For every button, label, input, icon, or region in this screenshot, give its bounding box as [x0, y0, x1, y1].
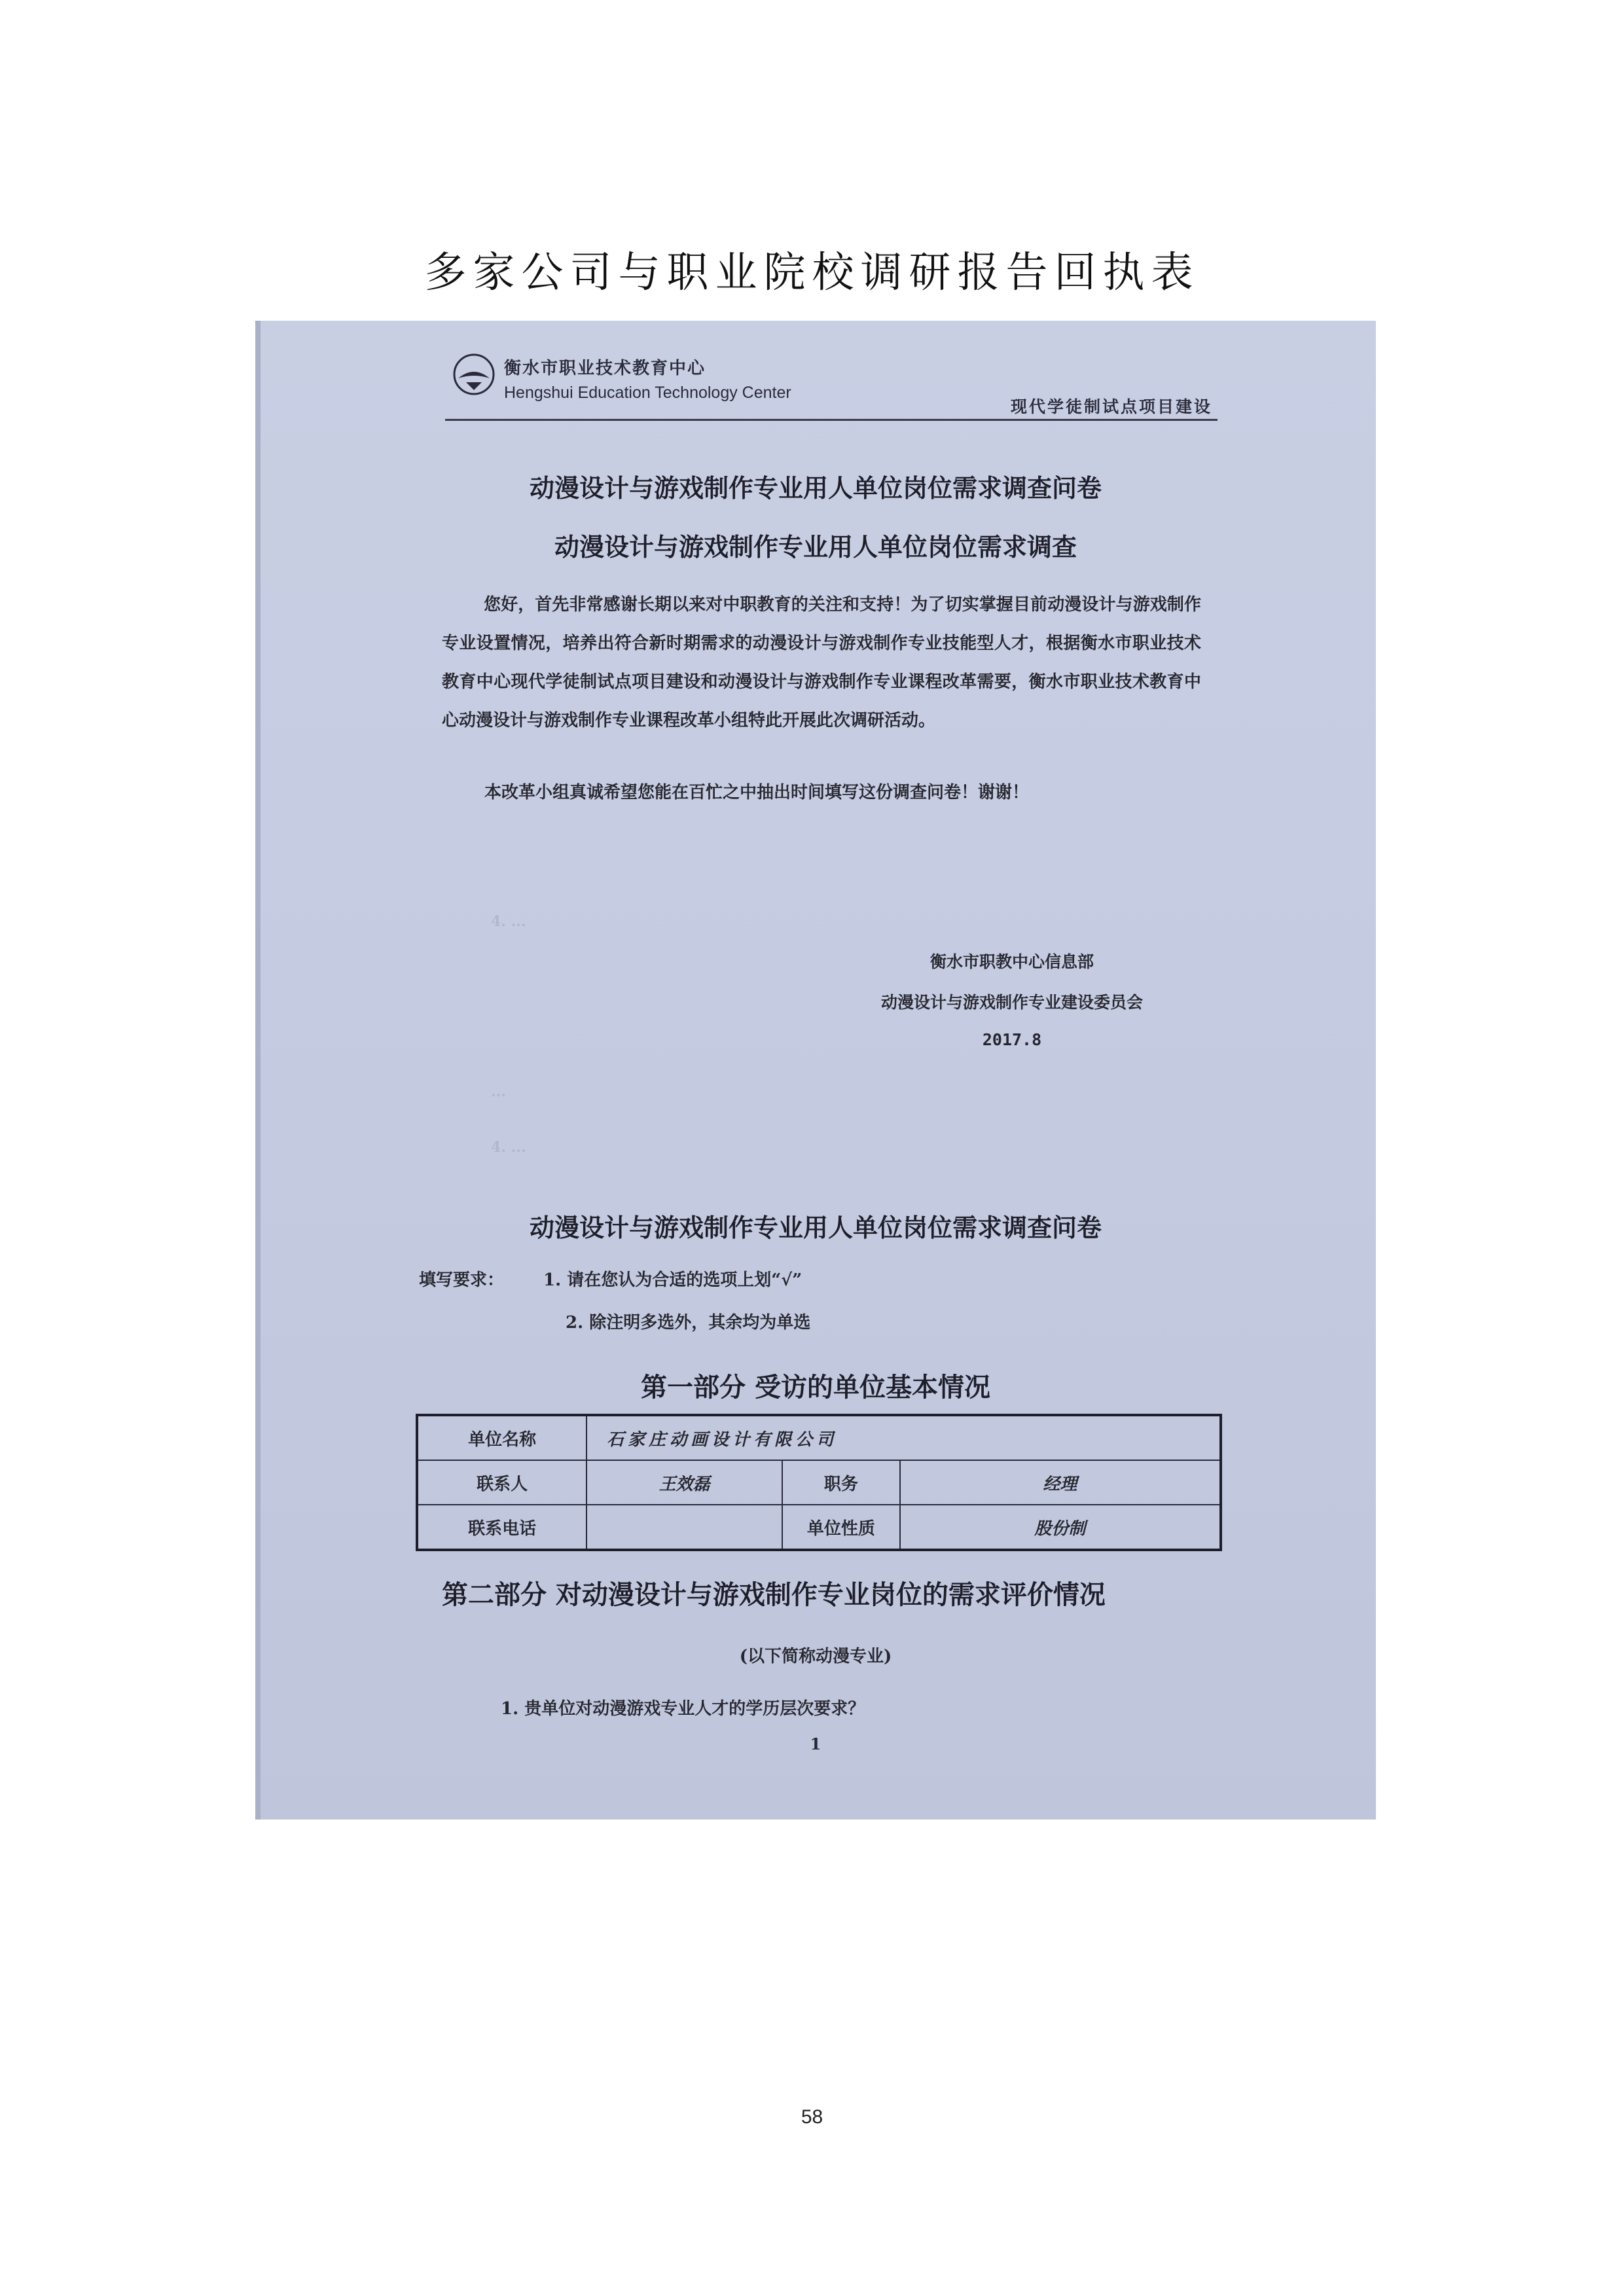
phone-label: 联系电话 [417, 1505, 586, 1550]
scan-page-number: 1 [810, 1734, 821, 1753]
contact-value[interactable]: 王效磊 [586, 1460, 782, 1505]
header-project: 现代学徒制试点项目建设 [1010, 397, 1212, 416]
center-logo-icon [452, 352, 496, 397]
page-heading: 多家公司与职业院校调研报告回执表 [424, 249, 1200, 297]
header-rule [445, 419, 1218, 421]
header-org-cn: 衡水市职业技术教育中心 [504, 359, 706, 378]
question-1: 1. 贵单位对动漫游戏专业人才的学历层次要求？ [501, 1699, 865, 1719]
unit-name-label: 单位名称 [417, 1415, 586, 1460]
position-label: 职务 [782, 1460, 899, 1505]
table-row [417, 1460, 1221, 1505]
questionnaire-title: 动漫设计与游戏制作专业用人单位岗位需求调查问卷 [529, 474, 1102, 503]
scanned-questionnaire-photo [255, 321, 1376, 1820]
fill-requirement-1: 1. 请在您认为合适的选项上划“√” [543, 1270, 803, 1290]
unit-info-table [416, 1414, 1222, 1551]
hope-line: 本改革小组真诚希望您能在百忙之中抽出时间填写这份调查问卷！谢谢！ [484, 783, 1030, 802]
fill-requirement-label: 填写要求： [419, 1270, 505, 1290]
bleed-through-text: 4. ... [491, 913, 526, 930]
table-row [417, 1505, 1221, 1550]
signature-committee: 动漫设计与游戏制作专业建设委员会 [880, 993, 1143, 1012]
bleed-through-text: 4. ... [491, 1139, 526, 1156]
nature-label: 单位性质 [782, 1505, 899, 1550]
header-org-en: Hengshui Education Technology Center [504, 384, 791, 402]
intro-paragraph: 您好，首先非常感谢长期以来对中职教育的关注和支持！为了切实掌握目前动漫设计与游戏制作专业设置情况，培养出符合新时期需求的动漫设计与游戏制作专业技能型人才，根据衡水市职业技术教育中心现代学徒制试点项目建设和动漫设计与游戏制作专业课程改革需要，衡水市职业技术教育中心动漫设计与游戏制作专业课程改革小组特此开展此次调研活动。 [442, 595, 1201, 730]
signature-dept: 衡水市职教中心信息部 [929, 952, 1094, 971]
survey-subtitle: 动漫设计与游戏制作专业用人单位岗位需求调查 [554, 533, 1077, 562]
fill-requirement-2: 2. 除注明多选外，其余均为单选 [566, 1313, 811, 1333]
page-number: 58 [801, 2106, 823, 2128]
bleed-through-text: ... [491, 1083, 506, 1100]
position-value[interactable]: 经理 [900, 1460, 1221, 1505]
part2-note: (以下简称动漫专业) [739, 1647, 892, 1666]
part1-title: 第一部分 受访的单位基本情况 [641, 1372, 990, 1403]
unit-name-value[interactable]: 石家庄动画设计有限公司 [586, 1415, 1221, 1460]
phone-value[interactable] [586, 1505, 782, 1550]
nature-value[interactable]: 股份制 [900, 1505, 1221, 1550]
contact-label: 联系人 [417, 1460, 586, 1505]
table-row [417, 1415, 1221, 1460]
part2-title: 第二部分 对动漫设计与游戏制作专业岗位的需求评价情况 [442, 1580, 1106, 1610]
questionnaire-title-repeat: 动漫设计与游戏制作专业用人单位岗位需求调查问卷 [529, 1213, 1102, 1242]
signature-date: 2017.8 [982, 1030, 1042, 1049]
